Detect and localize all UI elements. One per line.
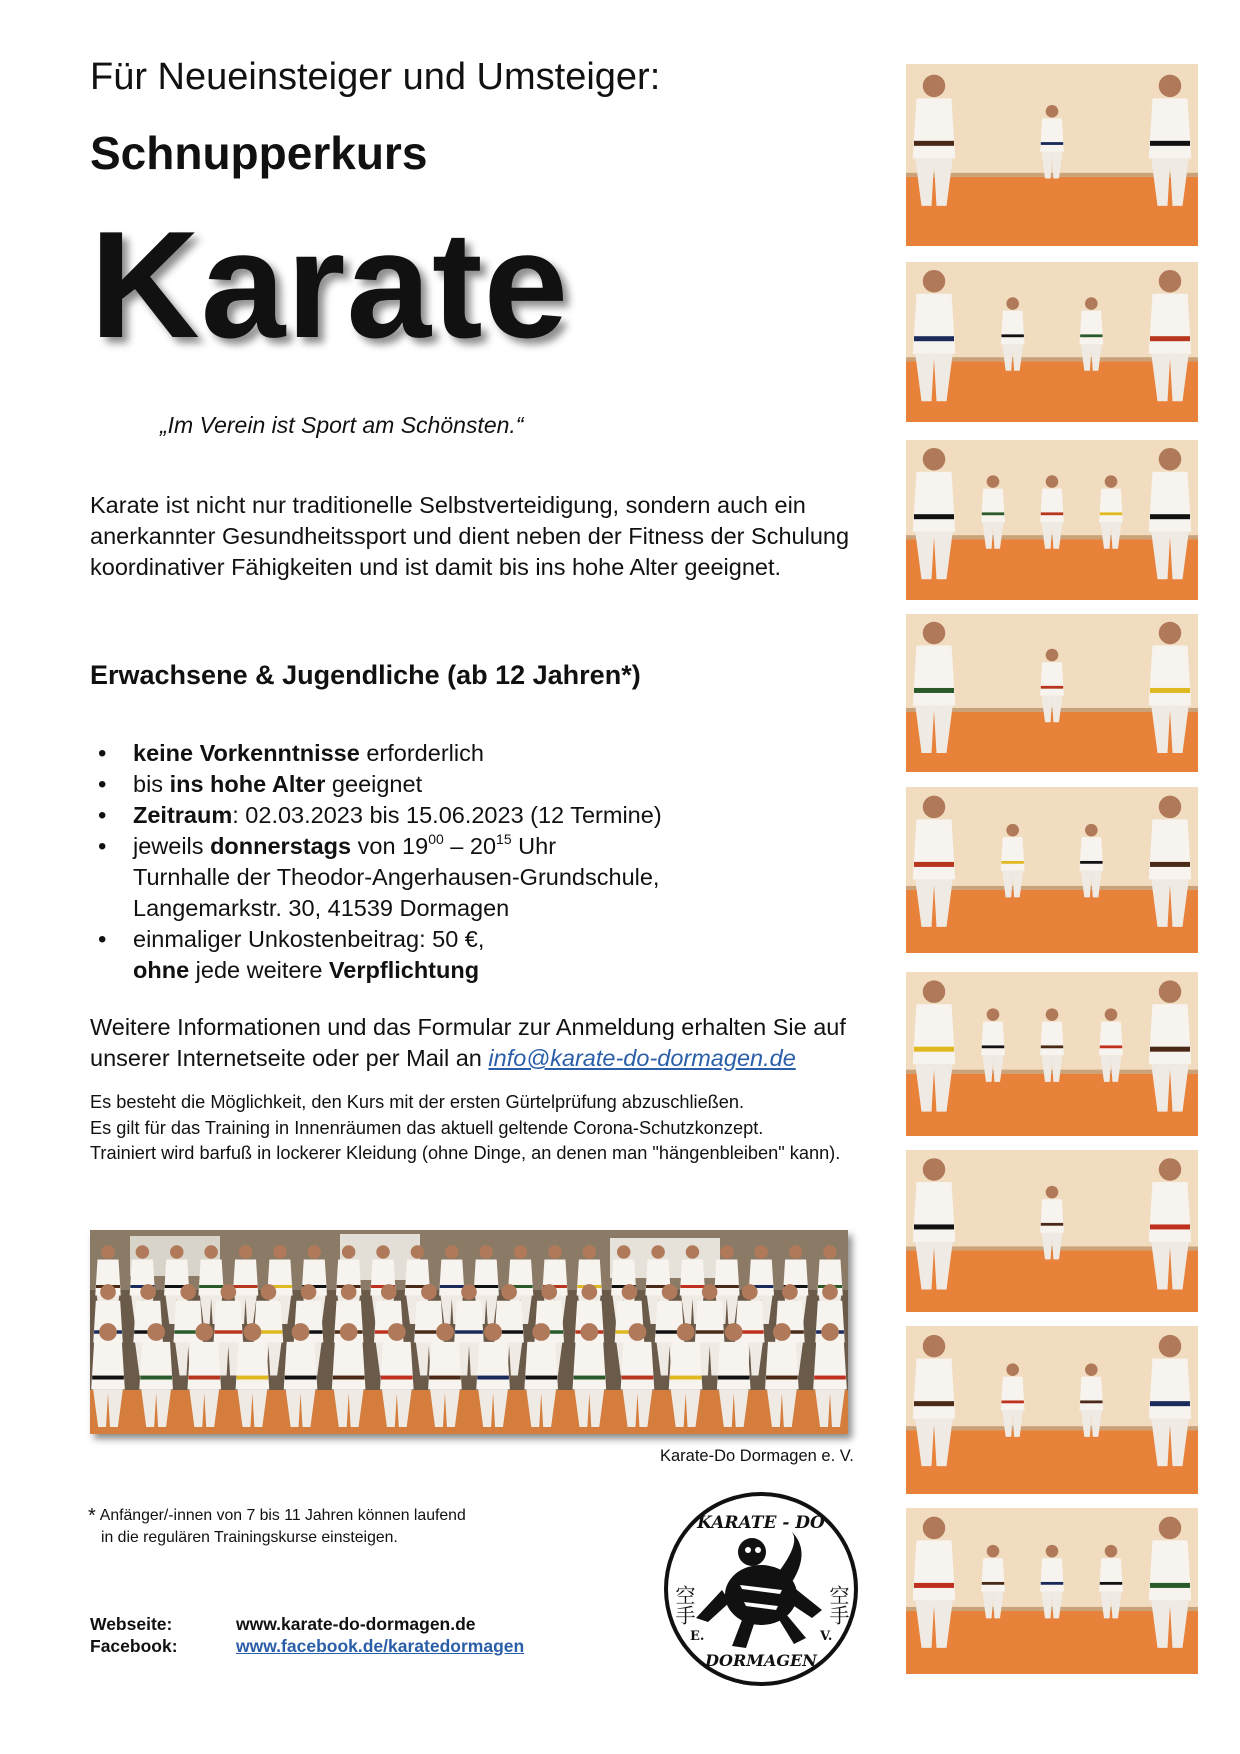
- website-link[interactable]: www.karate-do-dormagen.de: [236, 1614, 476, 1634]
- list-item: • einmaliger Unkostenbeitrag: 50 €, ohne jede weitere Verpflichtung: [90, 924, 880, 986]
- svg-text:DORMAGEN: DORMAGEN: [705, 1651, 817, 1670]
- target-group-heading: Erwachsene & Jugendliche (ab 12 Jahren*): [90, 660, 641, 690]
- training-photo: [906, 972, 1198, 1136]
- course-type-heading: Schnupperkurs: [90, 127, 428, 179]
- list-item: • bis ins hohe Alter geeignet: [90, 769, 880, 800]
- training-photo: [906, 440, 1198, 600]
- list-item: • keine Vorkenntnisse erforderlich: [90, 738, 880, 769]
- training-photo: [906, 787, 1198, 953]
- svg-text:V.: V.: [820, 1629, 833, 1644]
- training-photo: [906, 1150, 1198, 1312]
- list-item: • jeweils donnerstags von $19^{00} - 20^{15}$ Uhr Turnhalle der Theodor-Angerhausen-Grundschule, Langemarkstr. 30, 41539 Dormagen: [90, 831, 880, 924]
- intro-paragraph: Karate ist nicht nur traditionelle Selbstverteidigung, sondern auch ein anerkannter Gesundheitssport und dient neben der Fitness der Schulung koordinativer Fähigkeiten und ist damit bis ins hohe Alter geeignet.: [90, 492, 850, 580]
- photo-caption: Karate-Do Dormagen e. V.: [660, 1447, 854, 1465]
- svg-text:空手: 空手: [672, 1585, 696, 1625]
- more-info-paragraph: Weitere Informationen und das Formular zur Anmeldung erhalten Sie auf unserer Internetseite oder per Mail an info@karate-do-dormagen.de: [90, 1014, 846, 1071]
- motto: „Im Verein ist Sport am Schönsten.“: [160, 412, 524, 438]
- group-photo: [90, 1230, 848, 1434]
- page-title: Karate: [90, 200, 570, 370]
- subheading-line: Für Neueinsteiger und Umsteiger:: [90, 56, 661, 98]
- svg-text:空手: 空手: [826, 1585, 850, 1625]
- contact-block: [90, 1613, 524, 1657]
- footnote: * Anfänger/-innen von 7 bis 11 Jahren können laufend in die regulären Trainingskurse einsteigen.: [88, 1505, 466, 1546]
- feature-list: [90, 738, 880, 986]
- email-link[interactable]: info@karate-do-dormagen.de: [488, 1045, 796, 1071]
- notes: [90, 1090, 900, 1167]
- svg-text:E.: E.: [690, 1629, 705, 1644]
- list-item: • Zeitraum: 02.03.2023 bis 15.06.2023 (12 Termine): [90, 800, 880, 831]
- website-label: Webseite:: [90, 1614, 173, 1634]
- note-line: Trainiert wird barfuß in lockerer Kleidung (ohne Dinge, an denen man "hängenbleiben" kann).: [90, 1143, 841, 1163]
- note-line: Es besteht die Möglichkeit, den Kurs mit der ersten Gürtelprüfung abzuschließen.: [90, 1092, 745, 1112]
- svg-text:KARATE - DO: KARATE - DO: [697, 1513, 825, 1533]
- training-photo: [906, 1508, 1198, 1674]
- note-line: Es gilt für das Training in Innenräumen das aktuell geltende Corona-Schutzkonzept.: [90, 1117, 764, 1138]
- training-photo: [906, 64, 1198, 246]
- facebook-label: Facebook:: [90, 1636, 178, 1656]
- facebook-link[interactable]: www.facebook.de/karatedormagen: [236, 1636, 525, 1656]
- club-logo: [662, 1490, 860, 1688]
- training-photo: [906, 1326, 1198, 1494]
- training-photo: [906, 614, 1198, 772]
- training-photo: [906, 262, 1198, 422]
